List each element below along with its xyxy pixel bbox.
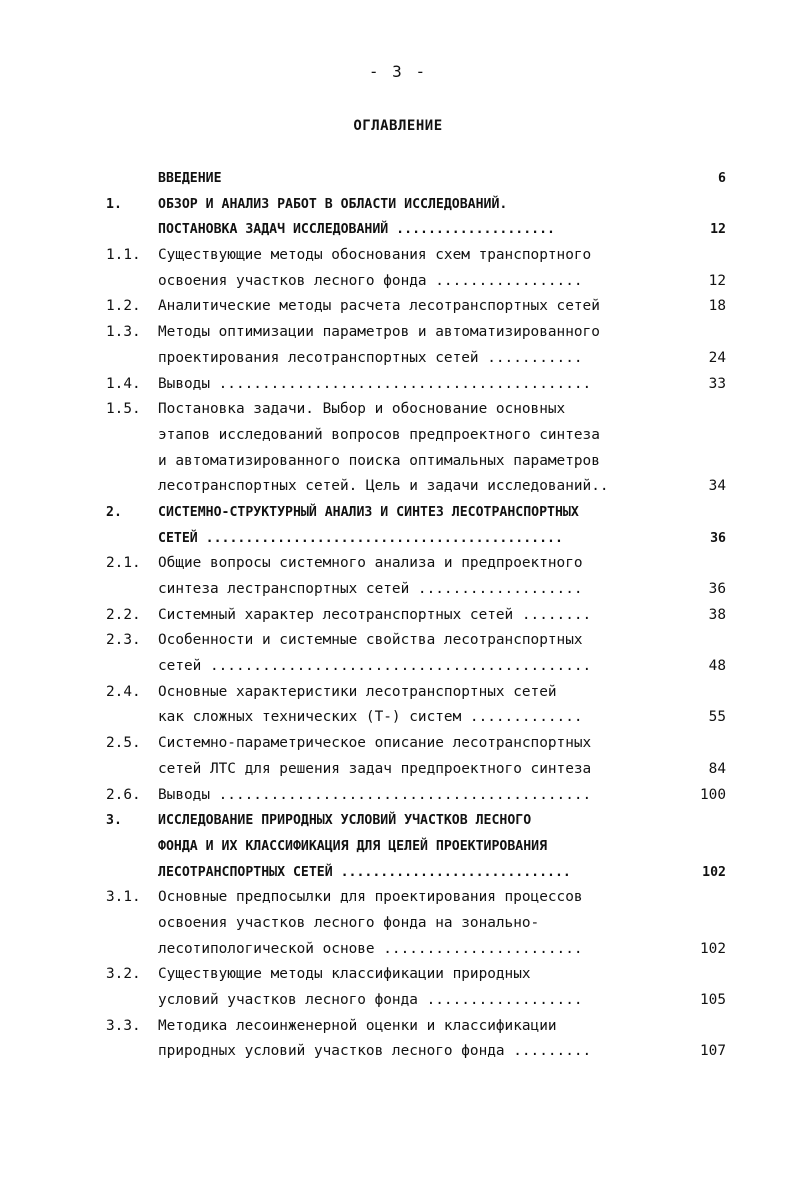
- toc-entry-title: освоения участков лесного фонда .................: [158, 272, 583, 289]
- toc-entry: [106, 885, 726, 911]
- toc-entry: [106, 526, 726, 552]
- toc-entry-number: 2.6.: [106, 786, 141, 803]
- table-of-contents: [106, 166, 726, 1065]
- toc-entry-title: Общие вопросы системного анализа и предпроектного: [158, 555, 583, 572]
- toc-entry: [106, 731, 726, 757]
- toc-entry-number: 2.1.: [106, 555, 141, 572]
- toc-entry: [106, 320, 726, 346]
- toc-entry: [106, 449, 726, 475]
- toc-entry-title: Методы оптимизации параметров и автоматизированного: [158, 324, 600, 341]
- toc-entry-title: и автоматизированного поиска оптимальных параметров: [158, 452, 600, 469]
- toc-entry: [106, 654, 726, 680]
- toc-entry-number: 2.3.: [106, 632, 141, 649]
- toc-entry-title: Основные предпосылки для проектирования процессов: [158, 889, 583, 906]
- toc-entry-title: Методика лесоинженерной оценки и классификации: [158, 1017, 557, 1034]
- toc-entry: [106, 346, 726, 372]
- toc-entry-page: 55: [708, 709, 726, 726]
- toc-entry-title: природных условий участков лесного фонда .........: [158, 1043, 592, 1060]
- toc-entry: [106, 474, 726, 500]
- toc-entry: [106, 860, 726, 886]
- toc-entry: [106, 372, 726, 398]
- toc-entry: [106, 962, 726, 988]
- toc-entry: [106, 500, 726, 526]
- toc-entry-title: Системно-параметрическое описание лесотранспортных: [158, 735, 592, 752]
- toc-entry-page: 36: [710, 530, 726, 546]
- toc-entry: [106, 192, 726, 218]
- toc-entry: [106, 783, 726, 809]
- toc-entry: [106, 166, 726, 192]
- toc-entry: [106, 423, 726, 449]
- toc-entry-title: Существующие методы классификации природных: [158, 966, 531, 983]
- toc-entry: [106, 834, 726, 860]
- toc-entry-title: ОБЗОР И АНАЛИЗ РАБОТ В ОБЛАСТИ ИССЛЕДОВАНИЙ.: [158, 196, 508, 212]
- toc-entry-page: 102: [702, 864, 726, 880]
- toc-entry-page: 100: [700, 786, 726, 803]
- toc-entry-page: 34: [708, 478, 726, 495]
- toc-entry-title: Системный характер лесотранспортных сетей ........: [158, 606, 592, 623]
- toc-entry-page: 84: [708, 760, 726, 777]
- page-title: ОГЛАВЛЕНИЕ: [353, 118, 443, 134]
- toc-entry: [106, 1014, 726, 1040]
- page-number: - 3 -: [368, 62, 428, 81]
- toc-entry-number: 3.: [106, 813, 122, 829]
- toc-entry-number: 1.1.: [106, 247, 141, 264]
- toc-entry-title: Выводы ...........................................: [158, 375, 592, 392]
- toc-entry: [106, 217, 726, 243]
- toc-entry-title: Основные характеристики лесотранспортных сетей: [158, 683, 557, 700]
- toc-entry-title: ИССЛЕДОВАНИЕ ПРИРОДНЫХ УСЛОВИЙ УЧАСТКОВ ЛЕСНОГО: [158, 813, 532, 829]
- toc-entry-page: 36: [708, 581, 726, 597]
- toc-entry-title: ВВЕДЕНИЕ: [158, 171, 222, 186]
- toc-entry-page: 102: [700, 940, 726, 957]
- toc-entry-title: сетей ............................................: [158, 658, 592, 675]
- toc-entry-number: 2.2.: [106, 606, 141, 623]
- toc-entry: [106, 603, 726, 629]
- toc-entry: [106, 269, 726, 295]
- toc-entry: [106, 1039, 726, 1065]
- toc-entry-title: как сложных технических (Т-) систем .............: [158, 709, 583, 726]
- toc-entry: [106, 705, 726, 731]
- toc-entry-title: лесотипологической основе .......................: [158, 940, 583, 957]
- toc-entry-page: 24: [708, 349, 726, 366]
- toc-entry-page: 107: [700, 1043, 726, 1060]
- toc-entry-number: 3.1.: [106, 889, 141, 906]
- toc-entry: [106, 577, 726, 603]
- toc-entry-page: 12: [710, 222, 726, 238]
- toc-entry-page: 12: [708, 272, 726, 289]
- toc-entry: [106, 988, 726, 1014]
- toc-entry: [106, 628, 726, 654]
- toc-entry-number: 1.2.: [106, 298, 141, 315]
- toc-entry: [106, 397, 726, 423]
- toc-entry-title: СИСТЕМНО-СТРУКТУРНЫЙ АНАЛИЗ И СИНТЕЗ ЛЕСОТРАНСПОРТНЫХ: [158, 504, 579, 520]
- toc-entry: [106, 243, 726, 269]
- toc-entry: [106, 757, 726, 783]
- toc-entry-title: ЛЕСОТРАНСПОРТНЫХ СЕТЕЙ .............................: [158, 864, 571, 880]
- toc-entry-title: освоения участков лесного фонда на зонально-: [158, 914, 540, 931]
- toc-entry-page: 33: [708, 375, 726, 392]
- toc-entry: [106, 680, 726, 706]
- toc-entry: [106, 808, 726, 834]
- toc-entry-title: Существующие методы обоснования схем транспортного: [158, 247, 592, 264]
- toc-entry-title: синтеза лестранспортных сетей ...................: [158, 581, 583, 597]
- toc-entry-title: Выводы ...........................................: [158, 786, 592, 803]
- toc-entry-number: 1.5.: [106, 401, 141, 418]
- toc-entry-title: условий участков лесного фонда ..................: [158, 992, 583, 1008]
- toc-entry: [106, 551, 726, 577]
- toc-entry-number: 2.4.: [106, 683, 141, 700]
- toc-entry-page: 105: [700, 992, 726, 1008]
- toc-entry-number: 1.: [106, 196, 122, 212]
- toc-entry-number: 2.: [106, 504, 122, 520]
- toc-entry-title: ПОСТАНОВКА ЗАДАЧ ИССЛЕДОВАНИЙ ....................: [158, 222, 555, 238]
- toc-entry-title: Аналитические методы расчета лесотранспортных сетей: [158, 298, 600, 315]
- toc-entry-page: 48: [708, 658, 726, 675]
- toc-entry-title: сетей ЛТС для решения задач предпроектного синтеза: [158, 760, 592, 777]
- toc-entry-page: 18: [708, 298, 726, 315]
- toc-entry: [106, 294, 726, 320]
- toc-entry-number: 1.4.: [106, 375, 141, 392]
- toc-entry-number: 3.2.: [106, 966, 141, 983]
- toc-entry-number: 2.5.: [106, 735, 141, 752]
- toc-entry-title: ФОНДА И ИХ КЛАССИФИКАЦИЯ ДЛЯ ЦЕЛЕЙ ПРОЕКТИРОВАНИЯ: [158, 838, 548, 854]
- toc-entry-title: проектирования лесотранспортных сетей ...........: [158, 349, 583, 366]
- toc-entry: [106, 937, 726, 963]
- toc-entry-number: 3.3.: [106, 1017, 141, 1034]
- toc-entry-title: этапов исследований вопросов предпроектного синтеза: [158, 426, 600, 443]
- toc-entry-page: 38: [708, 606, 726, 623]
- toc-entry-page: 6: [718, 171, 726, 186]
- toc-entry-title: лесотранспортных сетей. Цель и задачи исследований..: [158, 478, 609, 495]
- toc-entry-number: 1.3.: [106, 324, 141, 341]
- toc-entry-title: Постановка задачи. Выбор и обоснование основных: [158, 401, 566, 418]
- toc-entry: [106, 911, 726, 937]
- toc-entry-title: Особенности и системные свойства лесотранспортных: [158, 632, 583, 649]
- toc-entry-title: СЕТЕЙ .............................................: [158, 530, 563, 546]
